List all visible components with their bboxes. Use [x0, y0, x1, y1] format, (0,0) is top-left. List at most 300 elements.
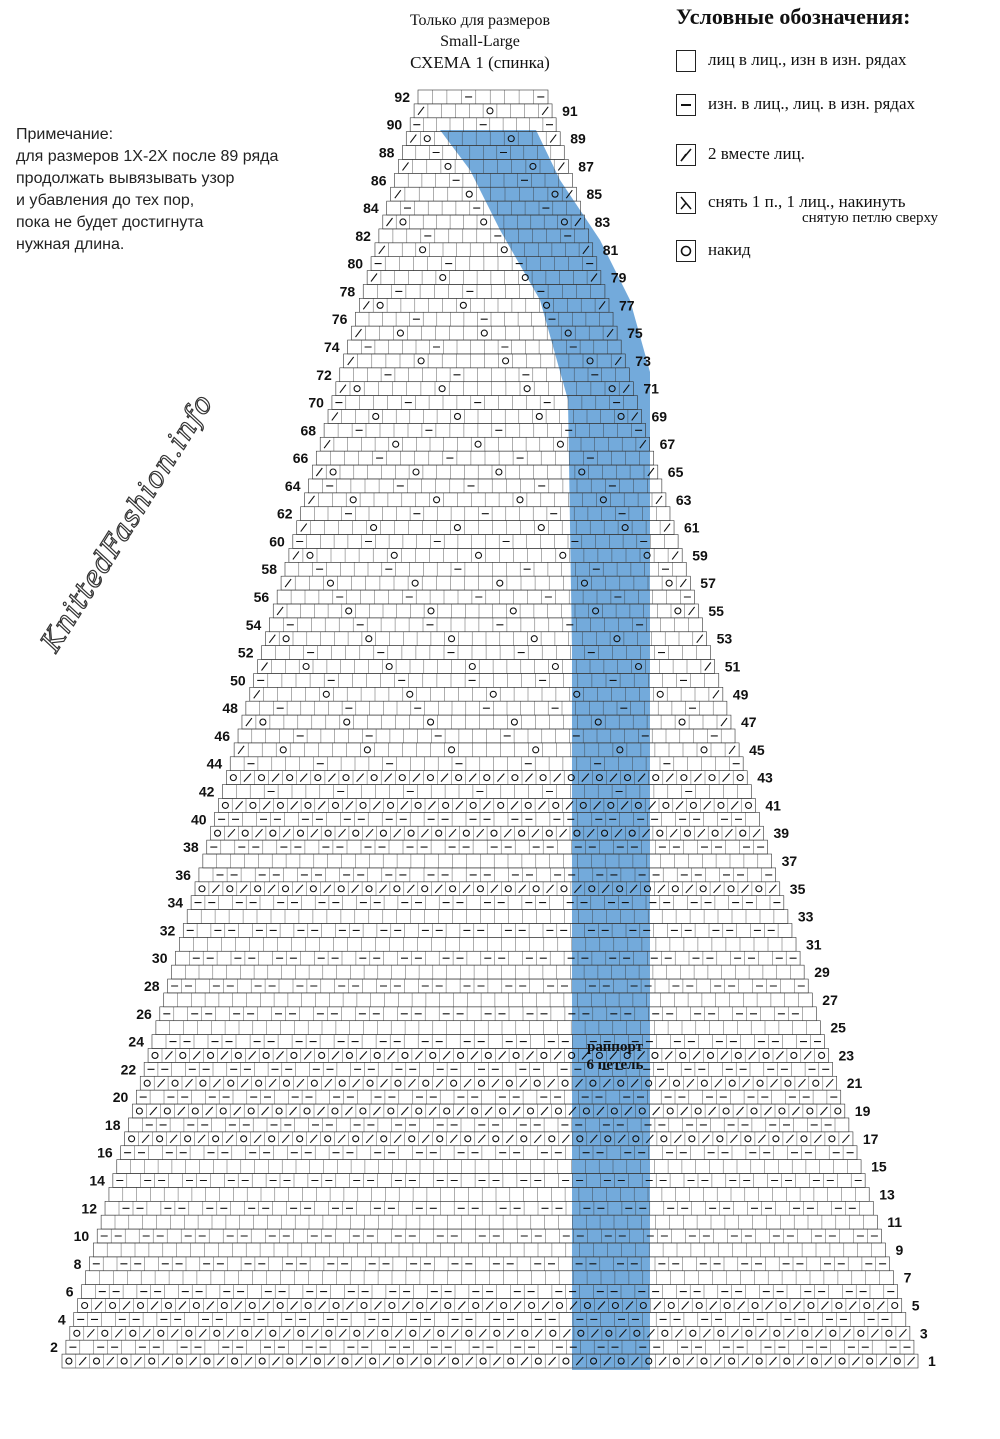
legend-item-label: снять 1 п., 1 лиц., накинуть [708, 192, 906, 211]
yarn-over-mark [386, 663, 392, 669]
yarn-over-mark [222, 802, 228, 808]
yarn-over-mark [791, 1052, 797, 1058]
row-number-left: 56 [253, 589, 270, 605]
yarn-over-mark [249, 1302, 255, 1308]
repeat-highlight-layer [440, 130, 650, 1370]
yarn-over-mark [510, 608, 516, 614]
yarn-over-mark [269, 1136, 275, 1142]
yarn-over-mark [561, 886, 567, 892]
yarn-over-mark [121, 1358, 127, 1364]
yarn-over-mark [371, 775, 377, 781]
yarn-over-mark [501, 247, 507, 253]
chart-cell-lines [170, 1021, 807, 1035]
yarn-over-mark [427, 775, 433, 781]
yarn-over-mark [315, 775, 321, 781]
note-line: для размеров 1Х-2Х после 89 ряда [16, 148, 279, 165]
chart-row [93, 1243, 885, 1257]
yarn-over-mark [780, 1302, 786, 1308]
yarn-over-mark [165, 1302, 171, 1308]
yarn-over-mark [354, 1330, 360, 1336]
row-number-right: 55 [708, 602, 724, 619]
row-number-right: 89 [570, 130, 586, 147]
row-number-right: 73 [635, 352, 651, 369]
row-number-left: 72 [316, 366, 332, 383]
yarn-over-mark [531, 636, 537, 642]
chart-cell-lines [209, 882, 766, 896]
yarn-over-mark [557, 1302, 563, 1308]
yarn-over-mark [485, 1052, 491, 1058]
yarn-over-mark [487, 108, 493, 114]
yarn-over-mark [366, 636, 372, 642]
yarn-over-mark [276, 1108, 282, 1114]
yarn-over-mark [330, 469, 336, 475]
yarn-over-mark [712, 830, 718, 836]
yarn-over-mark [519, 830, 525, 836]
yarn-over-mark [718, 1330, 724, 1336]
yarn-over-mark [307, 552, 313, 558]
row-number-right: 61 [684, 519, 700, 536]
note-title: Примечание: [16, 126, 114, 143]
yarn-over-mark [480, 1358, 486, 1364]
yarn-over-mark [346, 608, 352, 614]
yarn-over-mark [353, 830, 359, 836]
yarn-over-mark [524, 386, 530, 392]
chart-cell-lines [185, 965, 790, 979]
yarn-over-mark [534, 1080, 540, 1086]
yarn-over-mark [277, 1302, 283, 1308]
yarn-over-mark [785, 1080, 791, 1086]
yarn-over-mark [452, 1358, 458, 1364]
chart-row [187, 910, 788, 924]
yarn-over-mark [679, 719, 685, 725]
yarn-over-mark [415, 802, 421, 808]
yarn-over-mark [424, 136, 430, 142]
yarn-over-mark [491, 830, 497, 836]
yarn-over-mark [270, 830, 276, 836]
yarn-over-mark [66, 1358, 72, 1364]
row-number-right: 47 [741, 714, 757, 731]
yarn-over-mark [819, 1052, 825, 1058]
yarn-over-mark [757, 1080, 763, 1086]
yarn-over-mark [325, 1136, 331, 1142]
yarn-over-mark [388, 1108, 394, 1114]
yarn-over-mark [497, 580, 503, 586]
yarn-over-mark [136, 1108, 142, 1114]
yarn-over-mark [494, 1330, 500, 1336]
row-number-left: 38 [183, 839, 199, 856]
yarn-over-mark [470, 802, 476, 808]
legend-item-label: 2 вместе лиц. [708, 144, 805, 163]
yarn-over-mark [304, 1108, 310, 1114]
yarn-over-mark [661, 1136, 667, 1142]
yarn-over-mark [158, 1330, 164, 1336]
yarn-over-mark [701, 747, 707, 753]
row-number-left: 10 [73, 1228, 90, 1244]
yarn-over-mark [735, 1052, 741, 1058]
yarn-over-mark [440, 275, 446, 281]
row-number-left: 2 [50, 1339, 58, 1356]
yarn-over-mark [813, 1080, 819, 1086]
yarn-over-mark [332, 802, 338, 808]
row-number-right: 23 [838, 1047, 855, 1064]
chart-row [418, 90, 548, 104]
chart-row [109, 1187, 869, 1201]
yarn-over-mark [172, 1080, 178, 1086]
yarn-over-mark [394, 886, 400, 892]
yarn-over-mark [370, 1358, 376, 1364]
yarn-over-mark [303, 663, 309, 669]
yarn-over-mark [690, 1330, 696, 1336]
chart-row [242, 715, 731, 729]
yarn-over-mark [422, 886, 428, 892]
yarn-over-mark [445, 163, 451, 169]
repeat-label [560, 1038, 670, 1074]
yarn-over-mark [506, 1080, 512, 1086]
chart-cell-lines [248, 743, 725, 757]
row-number-left: 78 [339, 283, 356, 300]
yarn-over-mark [894, 1358, 900, 1364]
yarn-over-mark [701, 1358, 707, 1364]
yarn-over-mark [751, 1108, 757, 1114]
yarn-over-mark [807, 1108, 813, 1114]
yarn-over-mark [439, 386, 445, 392]
row-number-right: 49 [732, 686, 749, 703]
legend-title: Условные обозначения: [676, 4, 911, 29]
yarn-over-mark [425, 1358, 431, 1364]
yarn-over-mark [367, 1080, 373, 1086]
yarn-over-mark [366, 886, 372, 892]
yarn-over-mark [811, 1358, 817, 1364]
yarn-over-mark [752, 1302, 758, 1308]
yarn-over-mark [563, 1358, 569, 1364]
chart-row [164, 993, 813, 1007]
yarn-over-mark [381, 1136, 387, 1142]
yarn-over-mark [498, 802, 504, 808]
yarn-over-mark [709, 775, 715, 781]
yarn-over-mark [460, 302, 466, 308]
yarn-over-mark [230, 775, 236, 781]
yarn-over-mark [729, 1358, 735, 1364]
yarn-over-mark [466, 1330, 472, 1336]
row-number-left: 48 [222, 700, 238, 717]
row-number-right: 9 [895, 1241, 904, 1258]
row-number-left: 58 [261, 561, 277, 578]
yarn-over-mark [228, 1080, 234, 1086]
row-number-left: 14 [89, 1172, 105, 1189]
row-number-left: 86 [370, 172, 387, 189]
yarn-over-mark [839, 1358, 845, 1364]
chart-cell-lines [166, 1035, 811, 1049]
yarn-over-mark [180, 1052, 186, 1058]
yarn-over-mark [690, 802, 696, 808]
chart-cell-lines [127, 1174, 851, 1188]
yarn-over-mark [436, 830, 442, 836]
yarn-over-mark [808, 1302, 814, 1308]
repeat-label-line1: раппорт [587, 1039, 643, 1055]
yarn-over-mark [836, 1302, 842, 1308]
row-number-left: 64 [284, 477, 301, 494]
row-number-left: 8 [73, 1255, 82, 1272]
yarn-over-mark [82, 1302, 88, 1308]
row-number-left: 30 [151, 950, 168, 967]
yarn-over-mark [481, 219, 487, 225]
yarn-over-mark [338, 886, 344, 892]
yarn-over-mark [508, 1358, 514, 1364]
row-number-left: 90 [386, 116, 403, 133]
yarn-over-mark [408, 830, 414, 836]
yarn-over-mark [708, 1052, 714, 1058]
yarn-over-mark [260, 719, 266, 725]
yarn-over-mark [458, 1052, 464, 1058]
yarn-over-mark [454, 525, 460, 531]
yarn-over-mark [213, 1136, 219, 1142]
yarn-over-mark [259, 775, 265, 781]
yarn-over-mark [287, 1358, 293, 1364]
yarn-over-mark [745, 1136, 751, 1142]
yarn-over-mark [360, 802, 366, 808]
row-number-right: 67 [659, 436, 676, 453]
yarn-over-mark [451, 1080, 457, 1086]
yarn-over-mark [667, 1108, 673, 1114]
chart-grid [62, 90, 918, 1368]
row-number-right: 87 [578, 158, 594, 175]
chart-cell-lines [432, 90, 533, 104]
yarn-over-mark [858, 1330, 864, 1336]
yarn-over-mark [214, 1330, 220, 1336]
legend-item-sublabel: снятую петлю сверху [802, 210, 938, 226]
yarn-over-mark [185, 1136, 191, 1142]
yarn-over-mark [653, 775, 659, 781]
yarn-over-mark [717, 1136, 723, 1142]
yarn-over-mark [477, 886, 483, 892]
yarn-over-mark [389, 1302, 395, 1308]
row-number-right: 13 [879, 1186, 895, 1203]
yarn-over-mark [263, 1052, 269, 1058]
row-number-right: 11 [887, 1214, 903, 1231]
yarn-over-mark [684, 830, 690, 836]
yarn-over-mark [277, 802, 283, 808]
stitch-marks [95, 1302, 884, 1310]
row-number-right: 53 [716, 630, 733, 647]
yarn-over-mark [456, 775, 462, 781]
row-number-left: 4 [57, 1311, 66, 1328]
row-number-right: 17 [862, 1130, 879, 1147]
yarn-over-mark [259, 1358, 265, 1364]
yarn-over-mark [546, 830, 552, 836]
yarn-over-mark [402, 1052, 408, 1058]
chart-cell-lines [158, 1062, 819, 1076]
row-number-left: 16 [97, 1144, 113, 1161]
yarn-over-mark [490, 691, 496, 697]
yarn-over-mark [130, 1330, 136, 1336]
yarn-over-mark [774, 1330, 780, 1336]
row-number-left: 6 [65, 1283, 74, 1300]
yarn-over-mark [400, 219, 406, 225]
row-number-left: 12 [81, 1200, 97, 1217]
yarn-over-mark [138, 1302, 144, 1308]
yarn-over-mark [718, 802, 724, 808]
yarn-over-mark [663, 802, 669, 808]
watermark: KnittedFashion.info [34, 387, 220, 658]
yarn-over-mark [511, 719, 517, 725]
yarn-over-mark [354, 386, 360, 392]
yarn-over-mark [513, 1052, 519, 1058]
yarn-over-mark [418, 358, 424, 364]
yarn-over-mark [423, 1080, 429, 1086]
row-number-right: 41 [765, 797, 781, 814]
chart-cell-lines [428, 104, 538, 118]
chart-row [121, 1146, 857, 1160]
yarn-over-mark [420, 247, 426, 253]
yarn-over-mark [657, 691, 663, 697]
row-number-left: 42 [198, 783, 215, 800]
yarn-over-mark [867, 1358, 873, 1364]
yarn-over-mark [696, 1302, 702, 1308]
yarn-over-mark [681, 775, 687, 781]
yarn-over-mark [343, 775, 349, 781]
yarn-over-mark [724, 1302, 730, 1308]
yarn-over-mark [562, 1080, 568, 1086]
legend-item-label: изн. в лиц., лиц. в изн. рядах [708, 94, 915, 113]
row-number-right: 3 [919, 1325, 928, 1342]
row-number-left: 80 [347, 255, 364, 272]
yarn-over-mark [353, 1136, 359, 1142]
chart-title: СХЕМА 1 (спинка) [410, 53, 550, 72]
yarn-over-mark [250, 802, 256, 808]
yarn-over-mark [469, 663, 475, 669]
row-number-left: 82 [355, 227, 371, 244]
chart-cell-lines [201, 910, 774, 924]
row-number-right: 1 [928, 1353, 936, 1370]
yarn-over-mark [455, 413, 461, 419]
yarn-over-mark [407, 691, 413, 697]
yarn-over-mark [673, 1358, 679, 1364]
chart-cell-lines [236, 785, 737, 799]
yarn-over-mark [235, 1052, 241, 1058]
yarn-over-mark [801, 1136, 807, 1142]
yarn-over-mark [297, 830, 303, 836]
yarn-over-mark [689, 1136, 695, 1142]
yarn-over-mark [410, 1330, 416, 1336]
row-number-left: 68 [300, 422, 317, 439]
yarn-over-mark [784, 1358, 790, 1364]
yarn-over-mark [242, 1330, 248, 1336]
yarn-over-mark [283, 1080, 289, 1086]
yarn-over-mark [305, 802, 311, 808]
yarn-over-mark [270, 1330, 276, 1336]
note-line: пока не будет достигнута [16, 214, 204, 231]
yarn-over-mark [503, 358, 509, 364]
repeat-highlight [440, 130, 650, 1370]
row-number-right: 25 [830, 1019, 846, 1036]
yarn-over-mark [227, 886, 233, 892]
yarn-over-mark [533, 747, 539, 753]
yarn-over-mark [723, 1108, 729, 1114]
yarn-over-mark [517, 497, 523, 503]
row-number-right: 77 [619, 297, 635, 314]
chart-row [136, 1090, 840, 1104]
yarn-over-mark [305, 1302, 311, 1308]
yarn-over-mark [74, 1330, 80, 1336]
yarn-over-mark [672, 886, 678, 892]
yarn-over-mark [280, 747, 286, 753]
row-number-right: 27 [822, 991, 838, 1008]
yarn-over-mark [208, 1052, 214, 1058]
yarn-over-mark [773, 1136, 779, 1142]
yarn-over-mark [393, 441, 399, 447]
row-number-left: 46 [214, 727, 230, 744]
chart-row [148, 1049, 828, 1063]
yarn-over-mark [666, 580, 672, 586]
yarn-over-mark [377, 302, 383, 308]
yarn-over-mark [248, 1108, 254, 1114]
row-number-right: 83 [594, 214, 611, 230]
note-line: нужная длина. [16, 236, 125, 253]
yarn-over-mark [536, 413, 542, 419]
row-number-left: 44 [206, 755, 223, 772]
yarn-over-mark [472, 1108, 478, 1114]
row-number-left: 92 [394, 88, 410, 105]
yarn-over-mark [802, 1330, 808, 1336]
yarn-over-mark [478, 1080, 484, 1086]
yarn-over-mark [298, 1330, 304, 1336]
yarn-over-mark [484, 775, 490, 781]
yarn-over-mark [186, 1330, 192, 1336]
yarn-over-mark [700, 886, 706, 892]
row-number-left: 34 [167, 894, 184, 911]
yarn-over-mark [255, 886, 261, 892]
chart-cell-lines [119, 1201, 859, 1215]
yarn-over-mark [525, 802, 531, 808]
yarn-over-mark [505, 886, 511, 892]
row-number-right: 71 [643, 380, 659, 397]
yarn-over-mark [886, 1330, 892, 1336]
row-number-right: 39 [773, 825, 790, 842]
row-number-right: 37 [781, 853, 798, 869]
yarn-over-mark [314, 1358, 320, 1364]
yarn-over-mark [445, 1302, 451, 1308]
yarn-over-mark [662, 1330, 668, 1336]
chart-cell-lines [111, 1229, 867, 1243]
row-number-left: 70 [308, 394, 324, 411]
yarn-over-mark [346, 1052, 352, 1058]
chart-cell-lines [178, 993, 799, 1007]
yarn-over-mark [728, 886, 734, 892]
row-number-right: 29 [814, 964, 830, 981]
yarn-over-mark [737, 775, 743, 781]
yarn-over-mark [339, 1080, 345, 1086]
yarn-over-mark [311, 1080, 317, 1086]
yarn-over-mark [892, 1302, 898, 1308]
yarn-over-mark [416, 1108, 422, 1114]
yarn-over-mark [204, 1358, 210, 1364]
yarn-over-mark [463, 830, 469, 836]
yarn-over-mark [779, 1108, 785, 1114]
row-number-right: 63 [675, 491, 692, 508]
yarn-over-mark [434, 497, 440, 503]
repeat-label-line2: 6 петель [586, 1057, 644, 1073]
yarn-over-mark [412, 580, 418, 586]
yarn-over-mark [326, 1330, 332, 1336]
yarn-over-mark [695, 1108, 701, 1114]
row-number-left: 26 [136, 1005, 152, 1022]
row-number-left: 22 [120, 1061, 137, 1078]
row-number-right: 91 [562, 102, 578, 119]
row-number-left: 28 [144, 978, 160, 994]
yarn-over-mark [413, 469, 419, 475]
row-number-left: 18 [104, 1116, 121, 1133]
chart-cell-lines [162, 1049, 815, 1063]
